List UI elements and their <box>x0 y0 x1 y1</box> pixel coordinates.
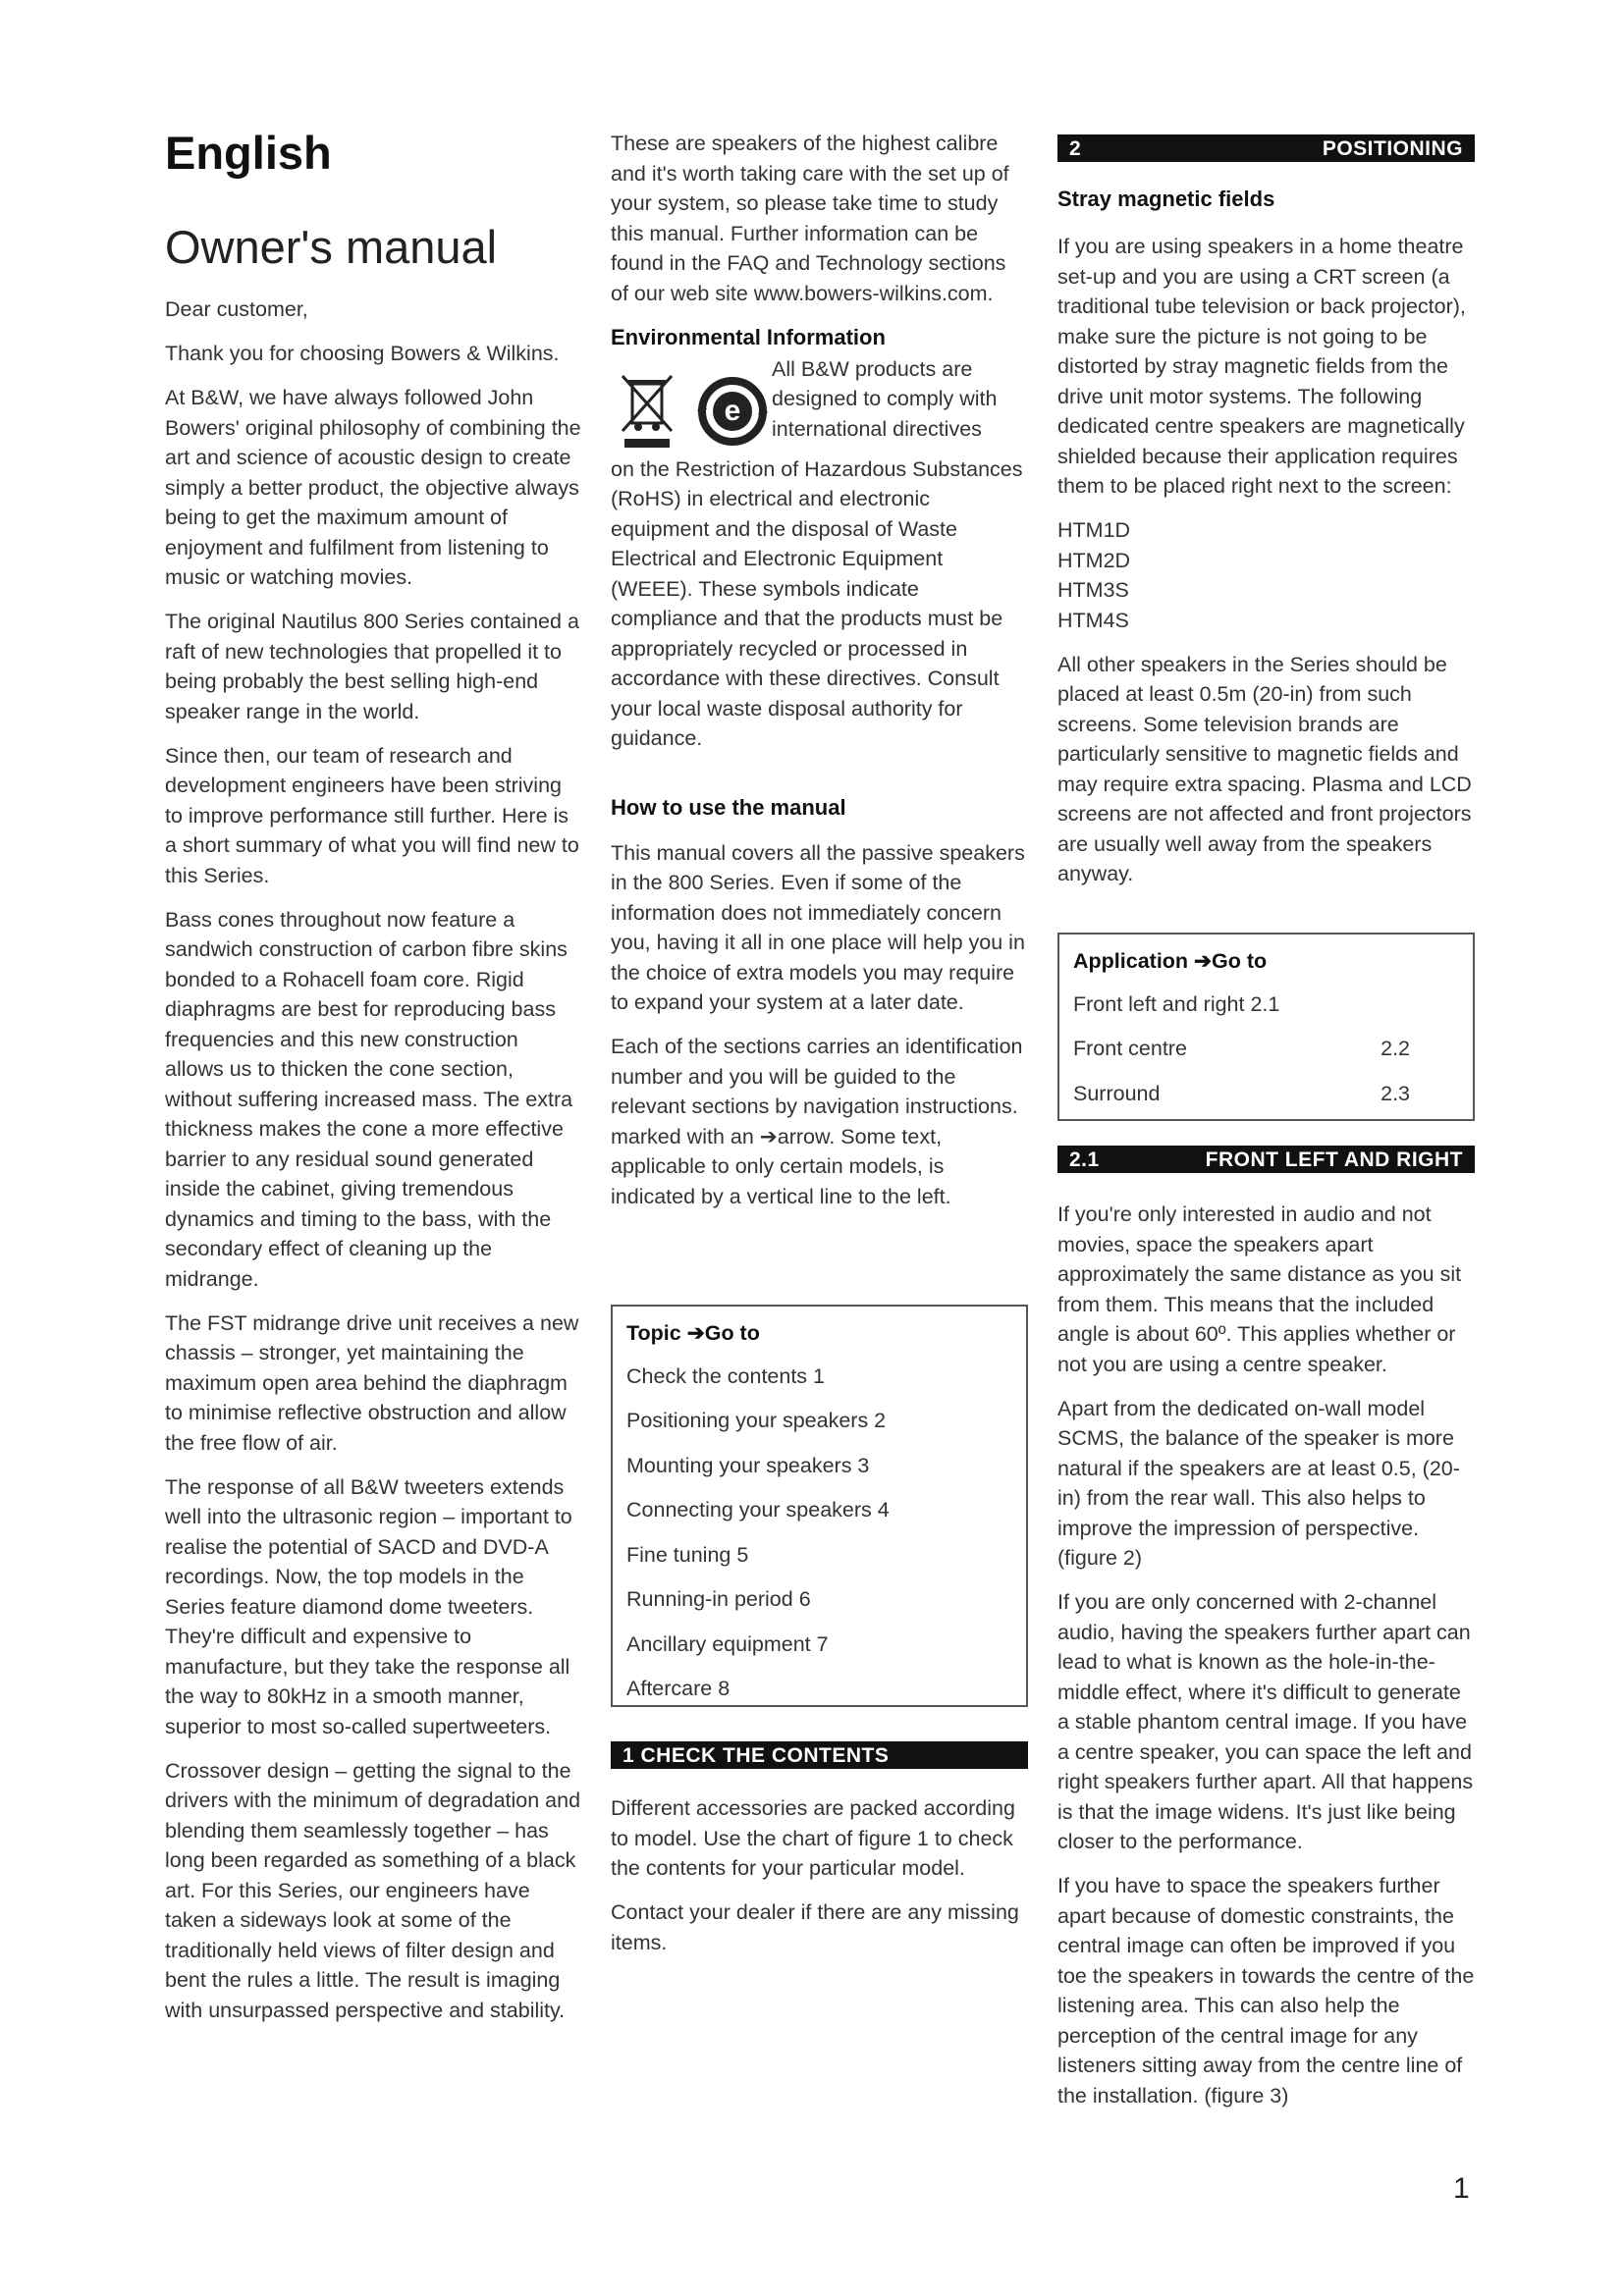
paragraph: The original Nautilus 800 Series contained a raft of new technologies that propelled it to being probably the best selling high-end speaker range in the world. <box>165 610 579 723</box>
paragraph: Since then, our team of research and development engineers have been striving to improve performance still further. Here is a short summary of what you will find new to this Series. <box>165 743 579 887</box>
application-row[interactable]: Front left and right 2.1 <box>1073 991 1280 1016</box>
paragraph: Crossover design – getting the signal to the drivers with the minimum of degradation and blending them seamlessly together – has long been regarded as something of a black art. For this Series, our engineers have taken a sideways look at some of the traditionally held views of filter design and bent the rules a little. The result is imaging with unsurpassed perspective and stability. <box>165 1758 581 2022</box>
application-row[interactable]: Front centre 2.2 <box>1073 1037 1410 1060</box>
paragraph: If you have to space the speakers further apart because of domestic constraints, the central image can often be improved if you toe the speakers in towards the centre of the listening area. This can also help the perception of the central image for any listeners sitting away from the centre line of the installation. (figure 3) <box>1057 1874 1475 2108</box>
section-1-paragraph: Contact your dealer if there are any missing items. <box>611 1900 1019 1954</box>
section-2-1-title: FRONT LEFT AND RIGHT <box>1205 1148 1463 1171</box>
environmental-side-text: All B&W products are designed to comply with international directives <box>772 356 998 441</box>
paragraph: The FST midrange drive unit receives a new chassis – stronger, yet maintaining the maximum open area behind the diaphragm to minimise reflective obstruction and allow the free flow of air. <box>165 1310 579 1455</box>
topic-row[interactable]: Fine tuning 5 <box>626 1542 749 1567</box>
topic-row[interactable]: Mounting your speakers 3 <box>626 1453 870 1477</box>
application-box-header: Application ➔Go to <box>1073 949 1268 973</box>
topic-row[interactable]: Aftercare 8 <box>626 1677 731 1700</box>
stray-heading: Stray magnetic fields <box>1057 187 1275 211</box>
section-2-1-number: 2.1 <box>1069 1148 1100 1171</box>
page-number: 1 <box>1453 2172 1470 2205</box>
howto-paragraph: This manual covers all the passive speakers in the 800 Series. Even if some of the information does not immediately concern you, having it all in one place will help you in the choice of extra models you may require to expand your system at a later date. <box>611 840 1025 1014</box>
section-2-title: POSITIONING <box>1322 137 1463 160</box>
rohs-e-icon <box>697 376 768 447</box>
topic-box-header: Topic ➔Go to <box>626 1321 760 1345</box>
weee-bin-icon <box>619 370 677 451</box>
paragraph: If you're only interested in audio and not movies, space the speakers apart approximately the same distance as you sit from them. This means that the included angle is about 60º. This applies whether or not you are using a centre speaker. <box>1057 1202 1462 1376</box>
page-title: Owner's manual <box>165 221 498 273</box>
paragraph: Thank you for choosing Bowers & Wilkins. <box>165 342 560 365</box>
topic-row[interactable]: Check the contents 1 <box>626 1363 825 1388</box>
model-item: HTM4S <box>1057 608 1129 632</box>
paragraph: The response of all B&W tweeters extends well into the ultrasonic region – important to realise the potential of SACD and DVD-A recordings. Now, the top models in the Series feature diamond dome tweeters. They're difficult and expensive to manufacture, but they take the response all the way to 80kHz in a smooth manner, superior to most so-called supertweeters. <box>165 1474 572 1738</box>
svg-text:e: e <box>724 394 741 427</box>
environmental-heading: Environmental Information <box>611 324 886 349</box>
section-1-title: 1 CHECK THE CONTENTS <box>623 1744 890 1767</box>
howto-heading: How to use the manual <box>611 794 846 820</box>
topic-row[interactable]: Connecting your speakers 4 <box>626 1498 890 1522</box>
topic-row[interactable]: Positioning your speakers 2 <box>626 1409 887 1432</box>
application-row[interactable]: Surround 2.3 <box>1073 1081 1410 1105</box>
topic-row[interactable]: Ancillary equipment 7 <box>626 1631 829 1656</box>
intro-text <box>165 294 582 2040</box>
section-1-bar <box>611 1741 1028 1769</box>
section-2-number: 2 <box>1069 137 1082 160</box>
section-2-1-bar <box>1057 1146 1475 1173</box>
model-item: HTM1D <box>1057 518 1131 542</box>
application-navigation-box <box>1057 933 1475 1121</box>
paragraph: Apart from the dedicated on-wall model SCMS, the balance of the speaker is more natural if the speakers are at least 0.5, (20-in) from the rear wall. This also helps to improve the impression of perspective. (figure 2) <box>1057 1396 1460 1570</box>
language-heading: English <box>165 127 332 179</box>
section-1-paragraph: Different accessories are packed according to model. Use the chart of figure 1 to check the contents for your particular model. <box>611 1796 1015 1880</box>
model-list <box>1057 515 1475 635</box>
paragraph: Bass cones throughout now feature a sandwich construction of carbon fibre skins bonded to a Rohacell foam core. Rigid diaphragms are best for reproducing bass frequencies and this new construction allows us to thicken the cone section, without suffering increased mass. The extra thickness makes the cone a more effective barrier to any residual sound generated inside the cabinet, giving tremendous dynamics and timing to the bass, with the secondary effect of cleaning up the midrange. <box>165 907 573 1291</box>
intro-paragraph: These are speakers of the highest calibre and it's worth taking care with the set up of your system, so please take time to study this manual. Further information can be found in the FAQ and Technology sections of our web site www.bowers-wilkins.com. <box>611 132 1009 305</box>
topic-navigation-box <box>611 1305 1028 1707</box>
howto-paragraph: Each of the sections carries an identification number and you will be guided to the relevant sections by navigation instructions. marked with an ➔arrow. Some text, applicable to only certain models, is indicated by a vertical line to the left. <box>611 1035 1023 1208</box>
paragraph: Dear customer, <box>165 297 308 321</box>
model-item: HTM2D <box>1057 548 1131 572</box>
section-2-bar <box>1057 134 1475 162</box>
environmental-text: on the Restriction of Hazardous Substances (RoHS) in electrical and electronic equipment and the disposal of Waste Electrical and Electronic Equipment (WEEE). These symbols indicate compliance and that the products must be appropriately recycled or processed in accordance with these directives. Consult your local waste disposal authority for guidance. <box>611 456 1023 750</box>
stray-paragraph: If you are using speakers in a home theatre set-up and you are using a CRT screen (a traditional tube television or back projector), make sure the picture is not going to be distorted by stray magnetic fields from the drive unit motor systems. The following dedicated centre speakers are magnetically shielded because their application requires them to be placed right next to the screen: <box>1057 235 1466 498</box>
model-item: HTM3S <box>1057 578 1129 602</box>
paragraph: At B&W, we have always followed John Bowers' original philosophy of combining the art and science of acoustic design to create simply a better product, the objective always being to get the maximum amount of enjoyment and fulfilment from listening to music or watching movies. <box>165 386 581 589</box>
environmental-block <box>611 356 1028 456</box>
stray-paragraph: All other speakers in the Series should be placed at least 0.5m (20-in) from such screens. Some television brands are particularly sensitive to magnetic fields and may require extra spacing. Plasma and LCD screens are not affected and front projectors are usually well away from the speakers anyway. <box>1057 652 1472 885</box>
topic-row[interactable]: Running-in period 6 <box>626 1587 811 1611</box>
paragraph: If you are only concerned with 2-channel audio, having the speakers further apart can lead to what is known as the hole-in-the-middle effect, where it's difficult to generate a stable phantom central image. If you have a centre speaker, you can space the left and right speakers further apart. All that happens is that the image widens. It's just like being closer to the performance. <box>1057 1590 1474 1853</box>
